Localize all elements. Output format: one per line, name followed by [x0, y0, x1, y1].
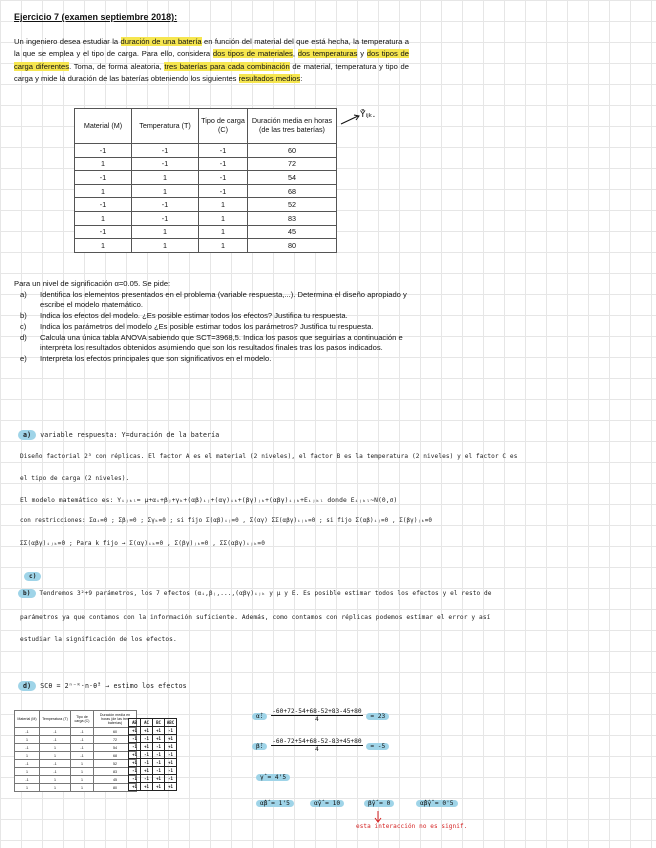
signs-cell: +1: [153, 775, 165, 783]
signs-row: [129, 743, 177, 751]
question-text: Calcula una única tabla ANOVA sabiendo que SCT=3968,5. Indica los pasos que seguirías a continuación e interpreta los resultados obtenidos asumiendo que son los resultados finales tras los pasos indicados.: [40, 333, 403, 352]
small-table-cell: 1: [40, 744, 71, 752]
question-item: [14, 322, 409, 332]
note-a-line3: el tipo de carga (2 niveles).: [20, 475, 130, 482]
note-a-line2: Diseño factorial 2³ con réplicas. El factor A es el material (2 niveles), el factor B es la temperatura (2 niveles) y el factor C es: [20, 453, 518, 460]
signs-cell: +1: [165, 783, 177, 791]
signs-cell: +1: [141, 743, 153, 751]
signs-cell: -1: [129, 775, 141, 783]
signs-row: [129, 775, 177, 783]
small-table-row: [15, 760, 137, 768]
signs-cell: -1: [165, 727, 177, 735]
signs-cell: -1: [129, 735, 141, 743]
question-text: Indica los efectos del modelo. ¿Es posible estimar todos los efectos? Justifica tu respuesta.: [40, 311, 348, 320]
table-cell: -1: [132, 144, 199, 158]
small-table-cell: -1: [15, 744, 40, 752]
table-cell: -1: [199, 157, 248, 171]
signs-row: [129, 783, 177, 791]
signs-cell: +1: [141, 783, 153, 791]
highlight: dos tipos de materiales: [212, 49, 293, 59]
interaction-signs-table: [128, 718, 177, 791]
small-table-cell: -1: [40, 736, 71, 744]
table-cell: -1: [132, 157, 199, 171]
signs-cell: -1: [153, 767, 165, 775]
table-row: [75, 144, 337, 158]
table-cell: 83: [248, 211, 337, 225]
small-table-cell: 72: [94, 736, 137, 744]
signs-cell: -1: [129, 743, 141, 751]
signs-cell: -1: [153, 751, 165, 759]
question-text: Indica los parámetros del modelo ¿Es posible estimar todos los parámetros? Justifica tu respuesta.: [40, 322, 374, 331]
small-table-cell: 1: [40, 776, 71, 784]
table-cell: 1: [132, 225, 199, 239]
signs-cell: -1: [153, 759, 165, 767]
table-cell: -1: [132, 211, 199, 225]
small-table-cell: 1: [40, 752, 71, 760]
table-cell: -1: [75, 198, 132, 212]
signs-cell: +1: [153, 783, 165, 791]
small-table-cell: -1: [71, 752, 94, 760]
highlight: tres baterías para cada combinación: [164, 61, 290, 71]
question-label: a): [20, 290, 27, 299]
note-b-line2: parámetros ya que contamos con la información suficiente. Además, como contamos con réplicas podemos estimar el error y así: [20, 614, 491, 621]
questions-list: [14, 290, 409, 365]
small-table-row: [15, 776, 137, 784]
table-cell: 60: [248, 144, 337, 158]
answer-label-d: d): [18, 681, 36, 691]
small-table-cell: 52: [94, 760, 137, 768]
signs-row: [129, 759, 177, 767]
answer-label-c: c): [24, 572, 41, 581]
signs-cell: -1: [129, 767, 141, 775]
table-cell: 1: [132, 171, 199, 185]
small-table-cell: 1: [15, 752, 40, 760]
bg-estimate: β̂γ̂ = 0: [364, 800, 394, 807]
signs-cell: -1: [141, 735, 153, 743]
signs-cell: +1: [165, 743, 177, 751]
table-row: [75, 171, 337, 185]
small-table-cell: 1: [15, 736, 40, 744]
problem-statement: Un ingeniero desea estudiar la duración de una batería en función del material del que está hecha, la temperatura a la que se emplea y el tipo de carga. Para ello, considera dos tipos de materiales, dos temperaturas y dos tipos de carga diferentes. Toma, de forma aleatoria, tres baterías para cada combinación de material, temperatura y tipo de carga y mide la duración de las baterías obteniendo los siguientes resultados medios:: [14, 37, 409, 84]
table-row: [75, 184, 337, 198]
signs-cell: -1: [165, 767, 177, 775]
column-header: Duración media en horas (de las tres baterías): [248, 109, 337, 144]
table-cell: 72: [248, 157, 337, 171]
signs-header: AB: [129, 719, 141, 727]
signs-cell: +1: [153, 727, 165, 735]
signs-header: AC: [141, 719, 153, 727]
down-arrow-icon: [374, 811, 382, 823]
table-cell: 1: [132, 239, 199, 253]
abg-estimate: α̂β̂γ̂ = 0'5: [416, 800, 458, 807]
ag-estimate: α̂γ̂ = 10: [310, 800, 344, 807]
column-header: Tipo de carga (C): [199, 109, 248, 144]
signs-cell: +1: [165, 759, 177, 767]
answer-label-a: a): [18, 430, 36, 440]
question-label: b): [20, 311, 27, 320]
small-table-cell: -1: [71, 736, 94, 744]
signs-cell: -1: [141, 775, 153, 783]
signs-cell: +1: [129, 783, 141, 791]
small-table-cell: -1: [71, 744, 94, 752]
table-cell: 1: [199, 239, 248, 253]
signs-cell: +1: [129, 751, 141, 759]
highlight: dos temperaturas: [297, 49, 358, 59]
small-table-cell: -1: [40, 728, 71, 736]
mean-annotation: Ȳ̄ᵢⱼₖ.: [360, 110, 376, 120]
signs-cell: +1: [141, 727, 153, 735]
highlight: duración de una batería: [120, 37, 202, 46]
table-cell: 1: [75, 239, 132, 253]
small-table-row: [15, 752, 137, 760]
signs-cell: -1: [153, 743, 165, 751]
small-column-header: Duración media en horas (de las tres baterías): [94, 711, 137, 728]
signs-row: [129, 735, 177, 743]
note-c-heading: [24, 572, 41, 581]
small-table-cell: 60: [94, 728, 137, 736]
beta-estimate: β̂: $\frac{-60-72+54+68-52-83+45+80}{4}$ = -5: [252, 738, 389, 753]
signs-cell: +1: [141, 767, 153, 775]
table-cell: 1: [75, 157, 132, 171]
table-row: [75, 198, 337, 212]
column-header: Material (M): [75, 109, 132, 144]
small-table-cell: -1: [15, 776, 40, 784]
table-cell: -1: [75, 225, 132, 239]
question-label: d): [20, 333, 27, 342]
results-table: [74, 108, 337, 253]
table-cell: 1: [132, 184, 199, 198]
table-cell: 1: [75, 211, 132, 225]
small-table-cell: -1: [40, 760, 71, 768]
signs-header: BC: [153, 719, 165, 727]
alpha-estimate: α̂: $\frac{-60+72-54+68-52+83-45+80}{4}$ = 23: [252, 708, 389, 723]
note-d-heading: d) SCθ = 2ⁿ⁻ᴷ·n·θ̂² → estimo los efectos: [18, 681, 187, 691]
question-item: [14, 311, 409, 321]
questions-intro: Para un nivel de significación α=0.05. Se pide:: [14, 279, 171, 288]
table-cell: -1: [199, 144, 248, 158]
small-table-cell: -1: [71, 728, 94, 736]
small-table-row: [15, 744, 137, 752]
question-label: c): [20, 322, 27, 331]
table-cell: -1: [75, 144, 132, 158]
table-cell: 45: [248, 225, 337, 239]
table-cell: -1: [199, 184, 248, 198]
signs-cell: -1: [141, 759, 153, 767]
table-cell: 1: [199, 198, 248, 212]
table-row: [75, 225, 337, 239]
small-table-cell: 80: [94, 784, 137, 792]
table-cell: -1: [132, 198, 199, 212]
signs-header: ABC: [165, 719, 177, 727]
table-cell: 80: [248, 239, 337, 253]
small-table-cell: 45: [94, 776, 137, 784]
signs-cell: +1: [153, 735, 165, 743]
table-row: [75, 157, 337, 171]
note-a-line6: ΣΣ(αβγ)ᵢⱼₖ=0 ; Para k fijo → Σ(αγ)ᵢₖ=0 , Σ(βγ)ⱼₖ=0 , ΣΣ(αβγ)ᵢⱼₖ=0: [20, 540, 265, 547]
signs-cell: +1: [129, 727, 141, 735]
table-row: [75, 239, 337, 253]
note-b-line1: b) Tendremos 3²+9 parámetros, los 7 efectos (αᵢ,βⱼ,...,(αβγ)ᵢⱼₖ y μ y E. Es posible estimar todos los efectos y el resto de: [18, 589, 492, 598]
table-row: [75, 211, 337, 225]
column-header: Temperatura (T): [132, 109, 199, 144]
small-table-cell: 54: [94, 744, 137, 752]
signs-cell: +1: [129, 759, 141, 767]
highlight: dos tipos de carga diferentes: [14, 49, 409, 71]
table-cell: 68: [248, 184, 337, 198]
small-table-cell: 1: [71, 760, 94, 768]
small-table-cell: 68: [94, 752, 137, 760]
table-cell: 54: [248, 171, 337, 185]
small-table-row: [15, 736, 137, 744]
question-item: [14, 290, 409, 310]
small-table-cell: 1: [71, 784, 94, 792]
small-table-row: [15, 768, 137, 776]
question-text: Interpreta los efectos principales que son significativos en el modelo.: [40, 354, 272, 363]
ab-estimate: α̂β̂ = 1'5: [256, 800, 294, 807]
table-cell: 1: [199, 211, 248, 225]
question-item: [14, 354, 409, 364]
signs-row: [129, 767, 177, 775]
small-table-cell: -1: [40, 768, 71, 776]
signs-cell: -1: [165, 751, 177, 759]
note-a-heading: a) variable respuesta: Y=duración de la batería: [18, 430, 219, 440]
small-table-row: [15, 728, 137, 736]
note-a-line4: El modelo matemático es: Yᵢⱼₖₗ= μ+αᵢ+βⱼ+γₖ+(αβ)ᵢⱼ+(αγ)ᵢₖ+(βγ)ⱼₖ+(αβγ)ᵢⱼₖ+Eᵢⱼₖₗ donde Eᵢⱼₖₗ~N(0,σ): [20, 497, 398, 504]
small-table-cell: 1: [15, 768, 40, 776]
question-label: e): [20, 354, 27, 363]
small-table-cell: 1: [71, 776, 94, 784]
exercise-title: Ejercicio 7 (examen septiembre 2018):: [14, 12, 178, 22]
small-column-header: Tipo de carga (C): [71, 711, 94, 728]
small-table-cell: 1: [40, 784, 71, 792]
table-cell: 1: [75, 184, 132, 198]
table-cell: 52: [248, 198, 337, 212]
arrow-icon: [340, 112, 362, 126]
small-table-row: [15, 784, 137, 792]
note-a-line5: con restricciones: Σαᵢ=0 ; Σβⱼ=0 ; Σγₖ=0 ; si fijo Σ(αβ)ᵢⱼ=0 , Σ(αγ) ΣΣ(αβγ)ᵢⱼₖ=0 ; si fijo Σ(αβ)ᵢⱼ=0 , Σ(βγ)ⱼₖ=0: [20, 518, 433, 524]
small-table-cell: -1: [15, 760, 40, 768]
highlight: resultados medios: [238, 74, 301, 84]
signs-cell: +1: [165, 735, 177, 743]
results-table-copy: [14, 710, 137, 792]
question-text: Identifica los elementos presentados en el problema (variable respuesta,...). Determina el diseño apropiado y escribe el modelo matemático.: [40, 290, 407, 309]
signs-row: [129, 751, 177, 759]
signs-cell: -1: [165, 775, 177, 783]
small-table-cell: -1: [15, 728, 40, 736]
signs-row: [129, 727, 177, 735]
small-table-cell: 1: [71, 768, 94, 776]
gamma-estimate: γ̂ = 4'5: [256, 774, 290, 781]
small-column-header: Temperatura (T): [40, 711, 71, 728]
table-cell: -1: [75, 171, 132, 185]
answer-label-b: b): [18, 589, 36, 598]
question-item: [14, 333, 409, 353]
small-column-header: Material (M): [15, 711, 40, 728]
note-b-line3: estudiar la significación de los efectos.: [20, 636, 177, 643]
small-table-cell: 1: [15, 784, 40, 792]
table-cell: 1: [199, 225, 248, 239]
signs-cell: -1: [141, 751, 153, 759]
small-table-cell: 83: [94, 768, 137, 776]
red-note: esta interacción no es signif.: [356, 823, 468, 830]
table-cell: -1: [199, 171, 248, 185]
